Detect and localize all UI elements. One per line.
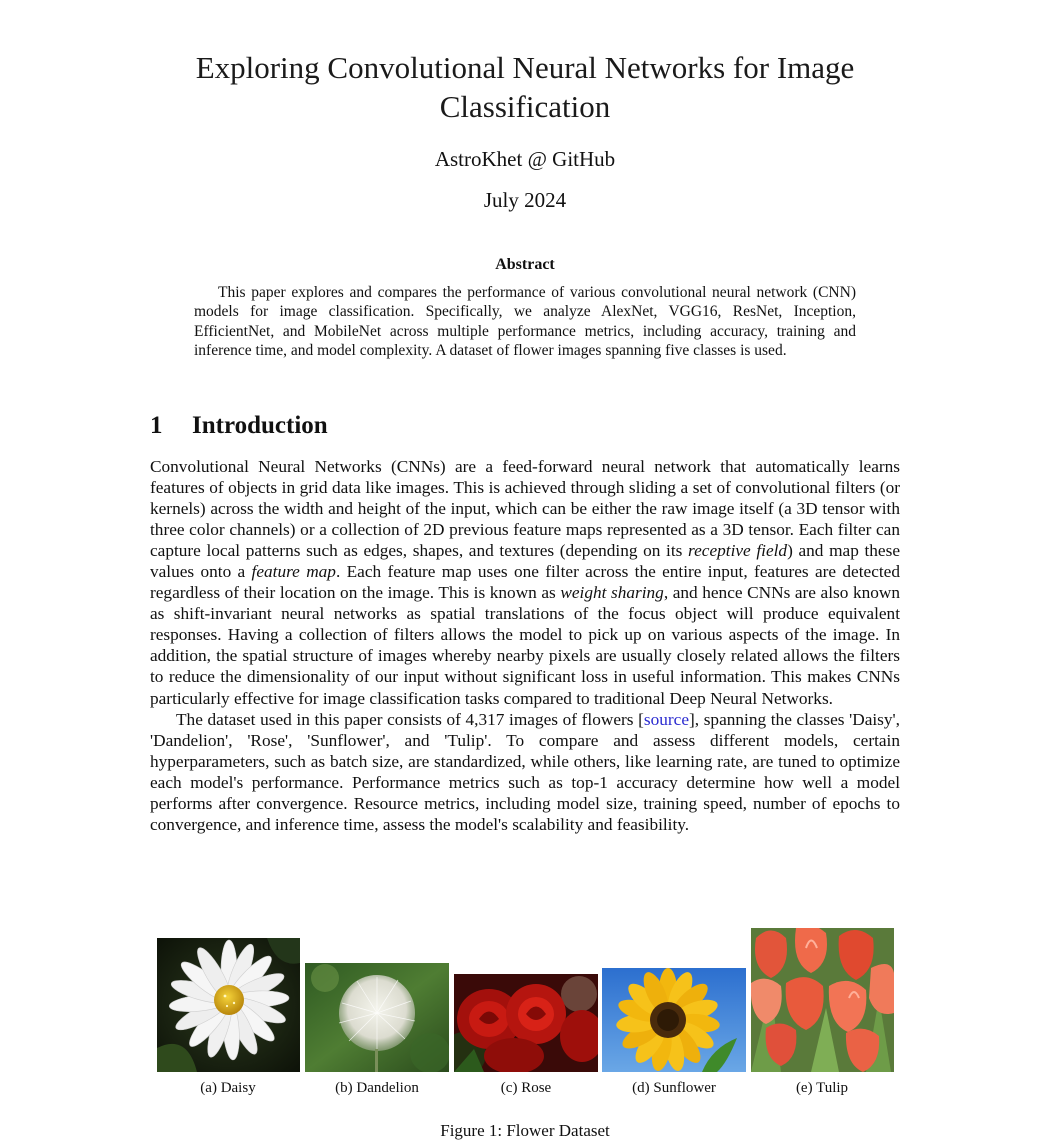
section-heading xyxy=(150,410,900,442)
subfigure-caption-dandelion: (b) Dandelion xyxy=(335,1080,419,1096)
tulip-image xyxy=(751,928,894,1072)
dandelion-image xyxy=(305,963,449,1072)
subfigure-caption-rose: (c) Rose xyxy=(500,1080,552,1096)
term-weight-sharing: weight sharing xyxy=(560,583,664,603)
subfigure-caption-tulip: (e) Tulip xyxy=(795,1080,849,1096)
paragraph-1-part-a: Convolutional Neural Networks (CNNs) are a feed-forward neural network that automatically learns features of objects in grid data like images. This is achieved through sliding a set of convolutional filters (or kernels) across the width and height of the input, which can be either the raw image itself (a 3D tensor with three color channels) or a collection of 2D previous feature maps represented as a 3D tensor. Each filter can capture local patterns such as edges, shapes, and textures (depending on its xyxy=(150,457,900,561)
sunflower-image xyxy=(602,968,746,1072)
term-receptive-field: receptive field xyxy=(688,541,788,561)
paragraph-1-part-c: . Each feature map uses one filter across the entire input, features are detected regardless of their location on the image. This is known as xyxy=(150,562,900,603)
paragraph-2-part-b: ], spanning the classes 'Daisy', 'Dandelion', 'Rose', 'Sunflower', and 'Tulip'. To compare and assess different models, certain hyperparameters, such as batch size, are standardized, while others, like learning rate, are tuned to optimize each model's performance. Performance metrics such as top-1 accuracy determine how well a model performs after convergence. Resource metrics, including model size, training speed, number of epochs to convergence, and inference time, assess the model's scalability and feasibility. xyxy=(150,709,900,834)
section-title: Introduction xyxy=(192,412,328,439)
paper-author: AstroKhet @ GitHub xyxy=(434,147,616,171)
section-number: 1 xyxy=(150,412,163,439)
paragraph-1 xyxy=(150,456,900,709)
subfigure-caption-daisy: (a) Daisy xyxy=(200,1080,256,1096)
paragraph-1-part-d: , and hence CNNs are also known as shift-invariant neural networks as spatial translations of the focus object will produce equivalent responses. Having a collection of filters allows the model to pick up on various aspects of the image. In addition, the spatial structure of images whereby nearby pixels are usually closely related allows the filters to reduce the dimensionality of our input without significant loss in useful information. This makes CNNs particularly effective for image classification tasks compared to traditional Deep Neural Networks. xyxy=(150,583,900,708)
subfigure-caption-sunflower: (d) Sunflower xyxy=(632,1080,716,1096)
section-body xyxy=(150,456,900,835)
figure-caption: Figure 1: Flower Dataset xyxy=(440,1121,610,1140)
abstract-text: This paper explores and compares the performance of various convolutional neural network (CNN) models for image classification. Specifically, we analyze AlexNet, VGG16, ResNet, Inception, EfficientNet, and MobileNet across multiple performance metrics, including accuracy, training and inference time, and model complexity. A dataset of flower images spanning five classes is used. xyxy=(194,284,856,359)
paper-date: July 2024 xyxy=(483,188,567,212)
source-link[interactable]: source xyxy=(643,709,689,729)
paper-title: Exploring Convolutional Neural Networks for Image Classification xyxy=(195,50,855,124)
paragraph-2-part-a: The dataset used in this paper consists of 4,317 images of flowers [ xyxy=(176,709,644,729)
paragraph-2 xyxy=(150,709,900,835)
daisy-image xyxy=(157,938,300,1072)
rose-image xyxy=(454,974,598,1072)
paragraph-1-part-b: ) and map these values onto a xyxy=(150,541,900,582)
abstract-heading: Abstract xyxy=(495,256,555,273)
term-feature-map: feature map xyxy=(251,562,336,582)
